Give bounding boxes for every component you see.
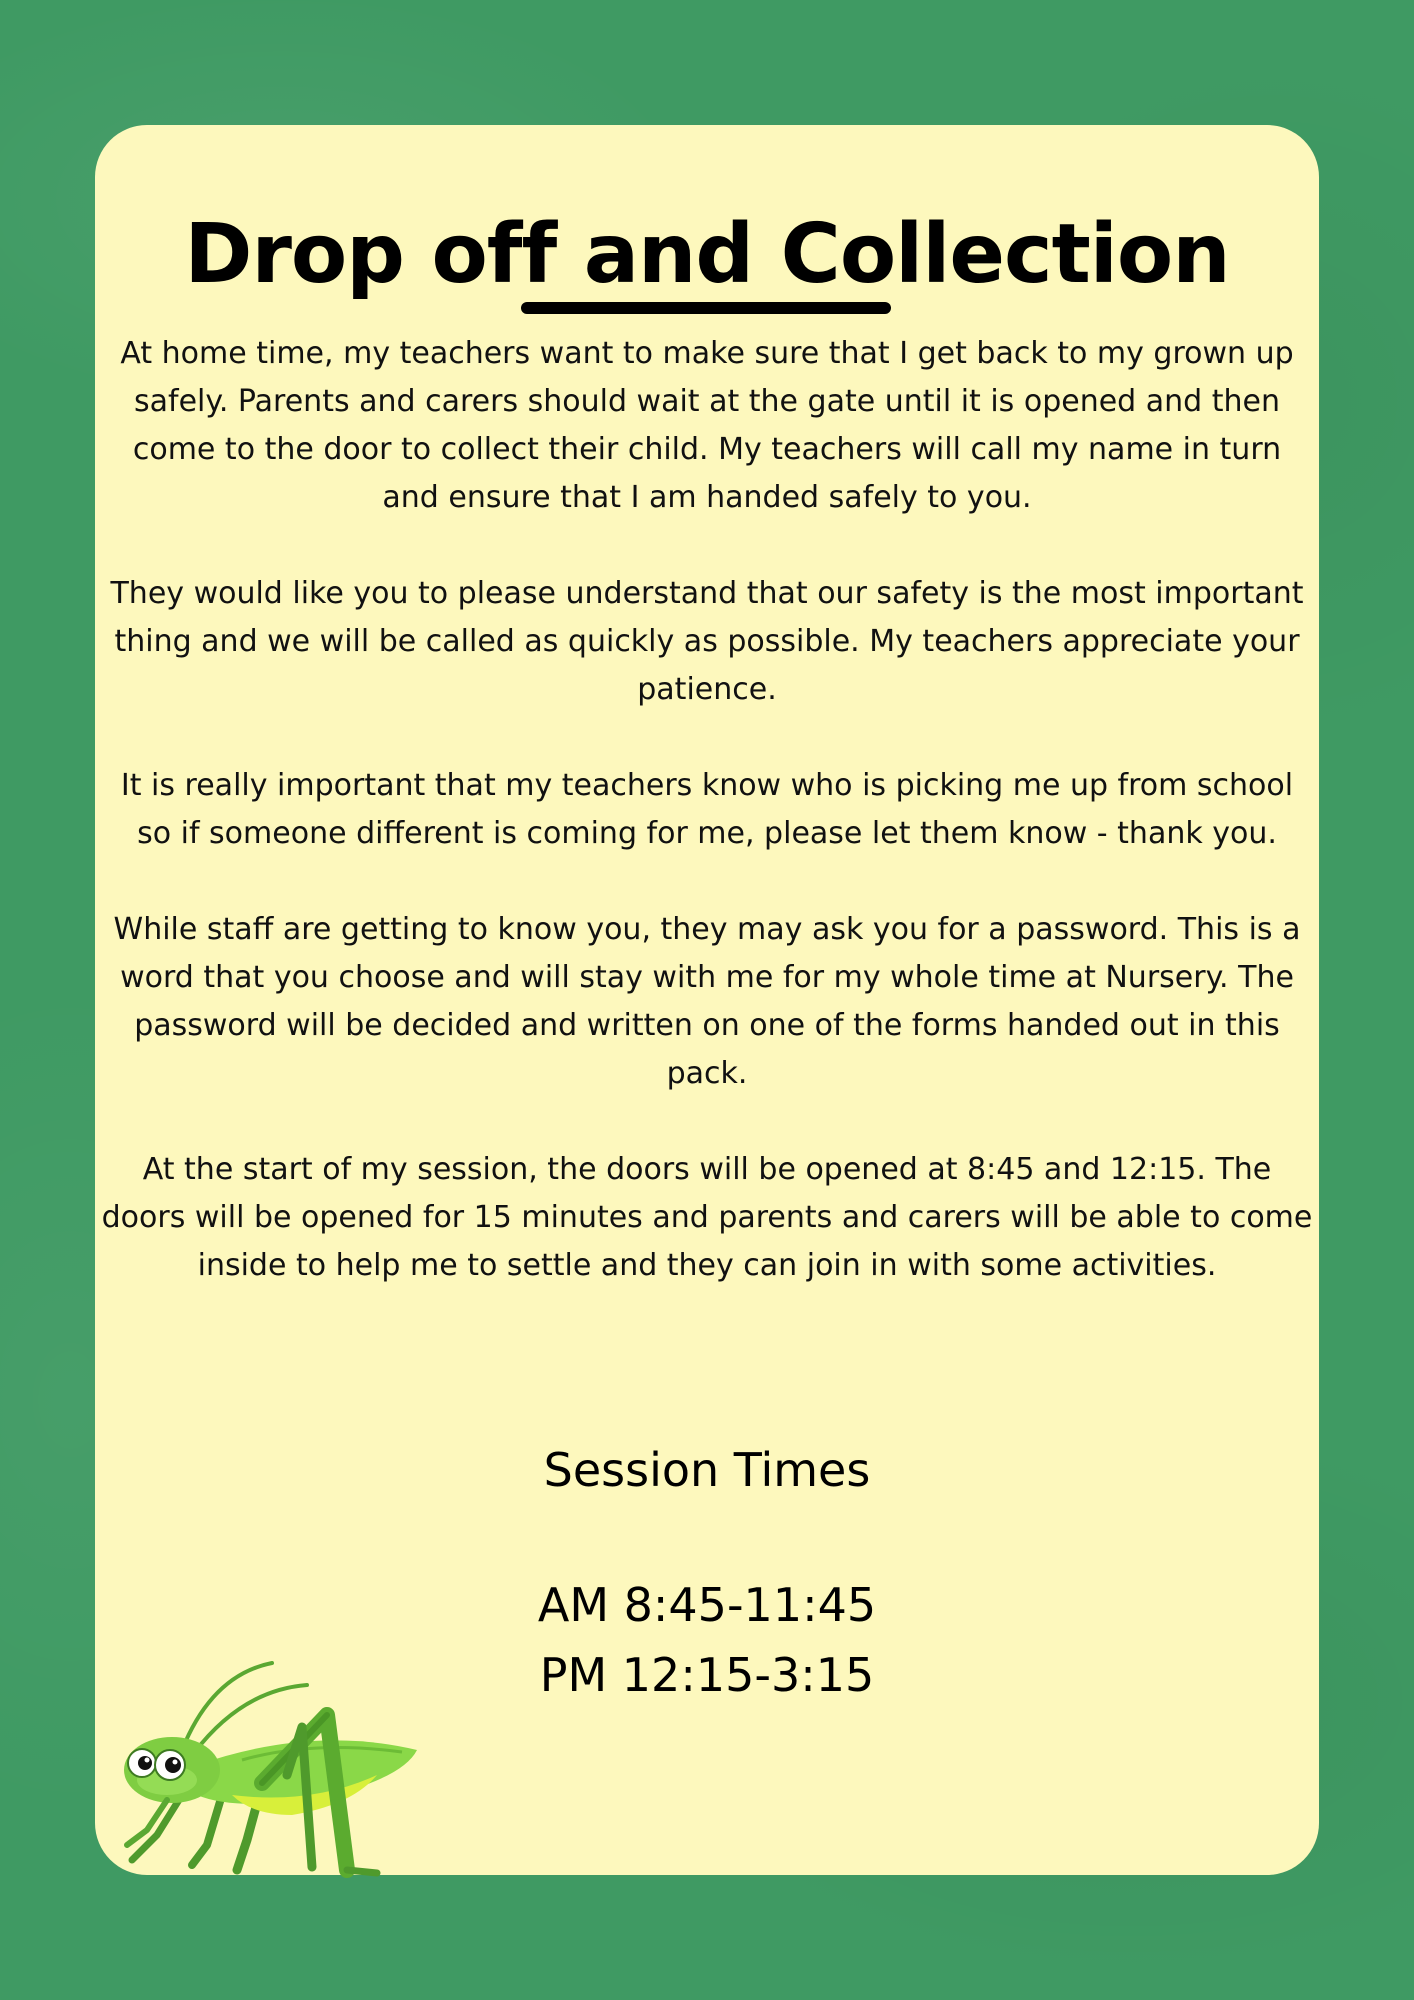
session-am: AM 8:45-11:45 <box>537 1578 877 1632</box>
session-pm: PM 12:15-3:15 <box>539 1648 875 1702</box>
paragraph-safety: They would like you to please understand that our safety is the most important thing and we will be called as quickly as possible. My teachers appreciate your patience. <box>110 576 1304 707</box>
paragraph-home-time: At home time, my teachers want to make sure that I get back to my grown up safely. Parents and carers should wait at the gate until it is opened and then come to the door to collect their child. My teachers will call my name in turn and ensure that I am handed safely to you. <box>120 336 1294 515</box>
body-text <box>100 330 1314 1338</box>
page-title: Drop off and Collection <box>184 207 1230 302</box>
grasshopper-illustration <box>112 1655 432 1885</box>
session-times-heading: Session Times <box>543 1443 871 1497</box>
title-underline <box>521 302 891 314</box>
paragraph-session-start: At the start of my session, the doors will be opened at 8:45 and 12:15. The doors will be opened for 15 minutes and parents and carers will be able to come inside to help me to settle and they can join in with some activities. <box>101 1152 1313 1283</box>
paragraph-pickup: It is really important that my teachers know who is picking me up from school so if someone different is coming for me, please let them know - thank you. <box>120 768 1294 851</box>
paragraph-password: While staff are getting to know you, they may ask you for a password. This is a word that you choose and will stay with me for my whole time at Nursery. The password will be decided and written on one of the forms handed out in this pack. <box>113 912 1301 1091</box>
